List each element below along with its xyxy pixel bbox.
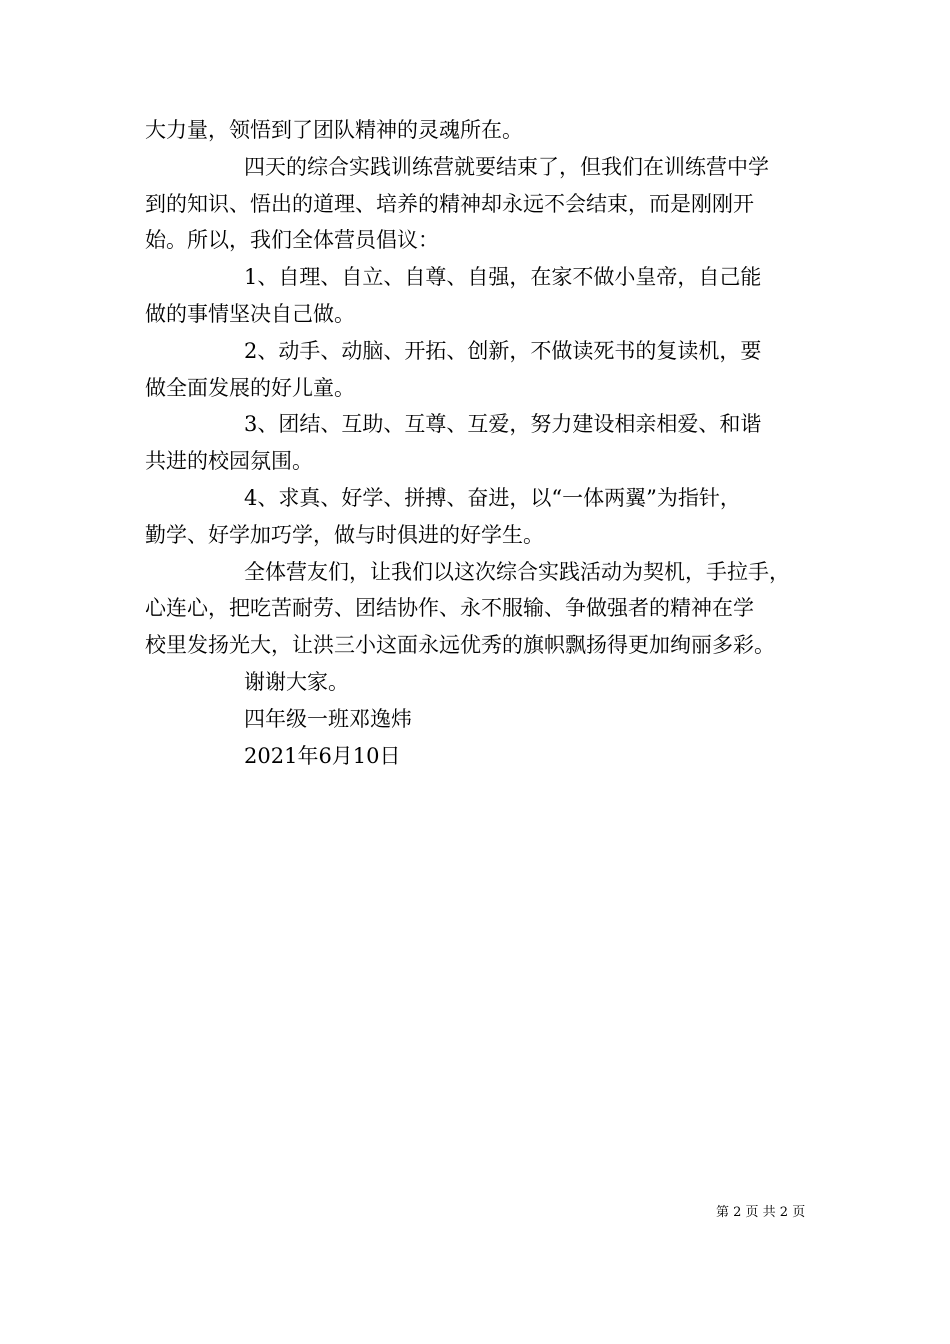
- text-line: 到的知识、悟出的道理、培养的精神却永远不会结束，而是刚刚开: [145, 191, 754, 216]
- proposal-item-2: 2、动手、动脑、开拓、创新，不做读死书的复读机，要: [244, 338, 762, 363]
- text-line: 共进的校园氛围。: [145, 449, 313, 474]
- text-line: 做全面发展的好儿童。: [145, 375, 355, 400]
- document-date: 2021年6月10日: [244, 743, 401, 768]
- thanks-line: 谢谢大家。: [244, 669, 349, 694]
- proposal-item-1: 1、自理、自立、自尊、自强，在家不做小皇帝，自己能: [244, 265, 762, 290]
- text-line: 始。所以，我们全体营员倡议：: [145, 228, 439, 253]
- text-line: 心连心，把吃苦耐劳、团结协作、永不服输、争做强者的精神在学: [145, 596, 754, 621]
- closing-paragraph: 全体营友们，让我们以这次综合实践活动为契机，手拉手，: [244, 559, 790, 584]
- text-line: 大力量，领悟到了团队精神的灵魂所在。: [145, 118, 523, 142]
- text-line: 勤学、好学加巧学，做与时俱进的好学生。: [145, 522, 544, 547]
- text-line: 校里发扬光大，让洪三小这面永远优秀的旗帜飘扬得更加绚丽多彩。: [145, 633, 775, 658]
- proposal-item-3: 3、团结、互助、互尊、互爱，努力建设相亲相爱、和谐: [244, 412, 762, 437]
- page-number-footer: 第 2 页 共 2 页: [716, 1205, 806, 1220]
- text-line: 四天的综合实践训练营就要结束了，但我们在训练营中学: [244, 154, 769, 179]
- text-line: 做的事情坚决自己做。: [145, 301, 355, 326]
- proposal-item-4: 4、求真、好学、拼搏、奋进，以“一体两翼”为指针，: [244, 485, 741, 510]
- document-body: [145, 112, 810, 774]
- author-signature: 四年级一班邓逸炜: [244, 706, 412, 731]
